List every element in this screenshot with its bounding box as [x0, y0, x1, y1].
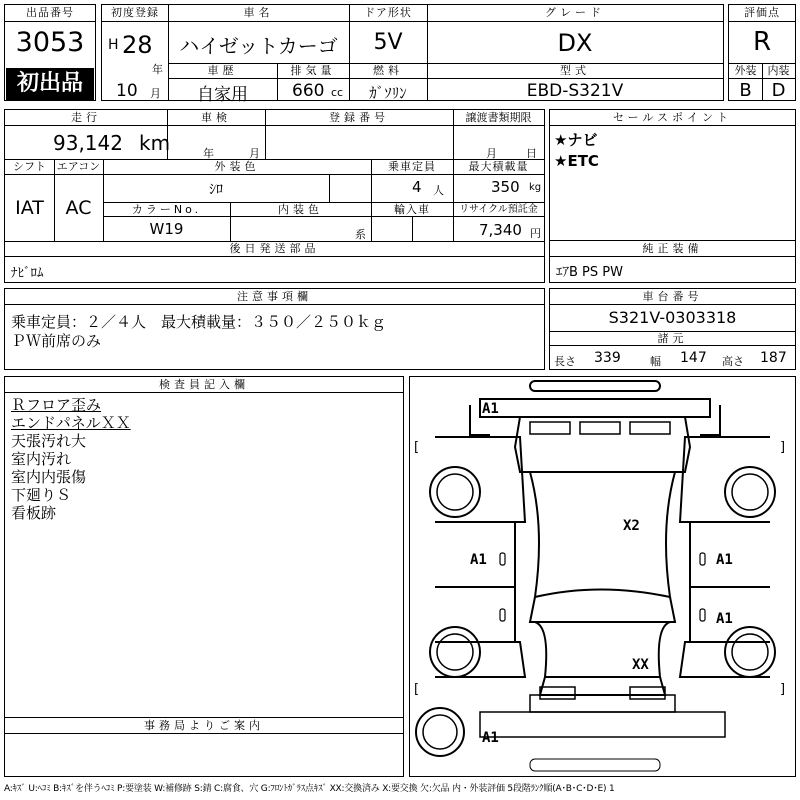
inspector-box: [4, 376, 404, 718]
genuine-equipment-value: ｴｱB PS PW: [556, 265, 623, 280]
specs-label: 諸元: [657, 332, 688, 345]
import-label: 輸入車: [394, 203, 430, 216]
damage-diagram: [409, 376, 796, 777]
transfer-label: 譲渡書類期限: [465, 111, 532, 124]
bracket-left-top: [: [414, 440, 420, 455]
interior-color-unit: 系: [355, 228, 366, 241]
shift-label: シフト: [13, 160, 46, 173]
grade: DX: [557, 29, 593, 57]
mark-rear: A1: [482, 730, 499, 746]
interior-grade: D: [771, 80, 786, 101]
sales-point-item: ★ナビ: [554, 131, 598, 149]
inspector-note-line: 天張汚れ大: [11, 432, 87, 450]
inspector-label: 検査員記入欄: [159, 378, 249, 391]
van-outline-diagram: [410, 377, 795, 776]
mark-roof: X2: [623, 518, 640, 534]
inspector-note-line: 室内内張傷: [11, 468, 87, 486]
displacement: 660: [292, 81, 325, 101]
inspector-note-line: 看板跡: [11, 504, 57, 522]
max-load: 350: [491, 178, 520, 196]
notes-line-1: 乗車定員：２／４人 最大積載量：３５０／２５０ｋｇ: [11, 313, 387, 331]
model-code: EBD-S321V: [526, 81, 624, 101]
displacement-unit: cc: [331, 86, 344, 99]
notes-box: [4, 288, 545, 370]
lot-number: 3053: [15, 27, 85, 58]
sales-point-list: [554, 130, 599, 172]
mark-front-left: A1: [470, 552, 487, 568]
load-unit: kg: [529, 182, 542, 193]
car-name-label: 車名: [243, 6, 274, 19]
shift: IAT: [15, 197, 44, 219]
history-label: 車歴: [207, 64, 238, 77]
later-parts-label: 後日発送部品: [229, 242, 320, 255]
reg-era: H: [108, 37, 119, 53]
height-label: 高さ: [722, 355, 744, 368]
score-label: 評価点: [744, 6, 780, 19]
overall-score: R: [752, 27, 772, 57]
office-box: [4, 717, 404, 777]
ac-label: エアコン: [56, 160, 101, 173]
reg-year-unit: 年: [152, 63, 163, 76]
sales-point-box: [549, 109, 796, 241]
width: 147: [680, 350, 707, 366]
reg-month: 10: [116, 81, 138, 101]
fuel-label: 燃料: [373, 64, 403, 77]
sales-point-item: ★ETC: [554, 152, 599, 170]
car-name: ハイゼットカーゴ: [179, 34, 338, 58]
model-label: 型式: [560, 64, 590, 77]
reg-year: 28: [122, 31, 153, 59]
mark-front: A1: [482, 401, 499, 417]
first-reg-label: 初度登録: [111, 6, 159, 19]
inspector-note-line: 室内汚れ: [11, 450, 72, 468]
load-label: 最大積載量: [468, 160, 529, 173]
capacity: 4: [412, 178, 422, 196]
recycle-unit: 円: [530, 227, 541, 240]
transfer-day-unit: 日: [526, 147, 537, 160]
exterior-color: ｼﾛ: [209, 182, 223, 198]
notes-line-2: ＰＷ前席のみ: [11, 332, 102, 350]
door-label: ドア形状: [364, 6, 412, 19]
vehicle-info-box: [101, 4, 724, 105]
mileage-label: 走行: [71, 111, 101, 124]
later-parts-box: [4, 256, 545, 283]
later-parts-value: ﾅﾋﾞﾛﾑ: [11, 266, 44, 281]
exterior-color-label: 外装色: [214, 160, 260, 173]
color-number: W19: [149, 220, 184, 238]
sales-point-label: セールスポイント: [612, 111, 732, 124]
history: 自家用: [197, 85, 248, 105]
capacity-unit: 人: [433, 184, 444, 197]
capacity-label: 乗車定員: [388, 160, 436, 173]
inspector-note-line: エンドパネルＸＸ: [11, 414, 131, 432]
chassis-box: [549, 288, 796, 370]
exterior-label: 外装: [734, 64, 757, 77]
inspection-year-unit: 年: [203, 147, 214, 160]
genuine-equipment-label: 純正装備: [642, 242, 703, 255]
mileage-unit: km: [139, 131, 171, 155]
inspection-label: 車検: [201, 111, 231, 124]
color-no-label: カラーNo.: [131, 203, 202, 216]
mark-front-right: A1: [716, 552, 733, 568]
mark-rear-right: A1: [716, 611, 733, 627]
fuel: ｶﾞｿﾘﾝ: [369, 84, 407, 102]
height: 187: [760, 350, 787, 366]
first-listing-badge: 初出品: [6, 68, 94, 100]
recycle-label: リサイクル預託金: [459, 204, 538, 215]
bracket-right-top: ]: [780, 440, 786, 455]
exterior-grade: B: [739, 80, 752, 101]
displacement-label: 排気量: [290, 64, 336, 77]
score-box: [728, 4, 796, 101]
inspector-notes: [11, 396, 131, 522]
bracket-left-bottom: [: [414, 682, 420, 697]
inspector-note-line: 下廻りＳ: [11, 486, 72, 504]
chassis-number: S321V-0303318: [608, 308, 737, 327]
mark-rear-center: XX: [632, 657, 649, 673]
notes-label: 注意事項欄: [237, 290, 312, 303]
air-conditioner: AC: [65, 197, 92, 219]
inspection-month-unit: 月: [249, 147, 260, 160]
length: 339: [594, 350, 621, 366]
office-label: 事務局よりご案内: [144, 719, 264, 732]
chassis-label: 車台番号: [642, 290, 703, 303]
transfer-month-unit: 月: [486, 147, 497, 160]
genuine-equipment-box: [549, 240, 796, 283]
reg-month-unit: 月: [150, 87, 161, 100]
interior-label: 内装: [767, 64, 790, 77]
lot-number-label: 出品番号: [26, 6, 74, 19]
inspector-note-line: Ｒフロア歪み: [11, 396, 102, 414]
length-label: 長さ: [554, 355, 576, 368]
legend: A:ｷｽﾞ U:ﾍｺﾐ B:ｷｽﾞを伴うﾍｺﾐ P:要塗装 W:補修跡 S:錆 C:腐食、穴 G:ﾌﾛﾝﾄｶﾞﾗｽ点ｷｽﾞ XX:交換済み X:要交換 欠:欠品 内・外装評価 5段階ﾗﾝｸ順(A･B･C･D･E) 1: [4, 784, 615, 794]
details-box: [4, 109, 545, 257]
grade-label: グレード: [545, 6, 605, 19]
interior-color-label: 内装色: [278, 203, 323, 216]
lot-number-box: [4, 4, 96, 101]
recycle-fee: 7,340: [479, 221, 522, 239]
door-type: 5V: [373, 30, 403, 55]
plate-label: 登録番号: [329, 111, 389, 124]
bracket-right-bottom: ]: [780, 682, 786, 697]
mileage: 93,142: [53, 131, 123, 155]
width-label: 幅: [650, 355, 661, 368]
